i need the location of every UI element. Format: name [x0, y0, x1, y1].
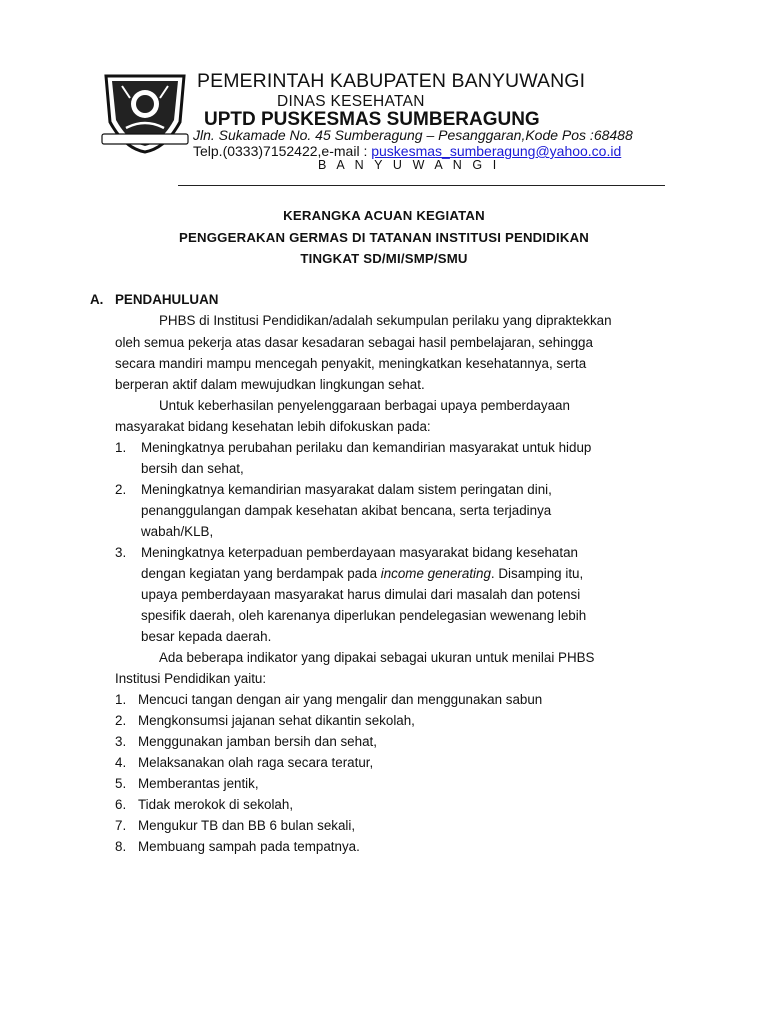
list-item: Membuang sampah pada tempatnya. [138, 839, 360, 854]
list1-item1-line1: Meningkatnya perubahan perilaku dan kemandirian masyarakat untuk hidup [141, 440, 592, 455]
list1-item2-line2: penanggulangan dampak kesehatan akibat bencana, serta terjadinya [141, 503, 552, 518]
para1-line-4: berperan aktif dalam mewujudkan lingkungan sehat. [115, 377, 425, 392]
list1-item1-line2: bersih dan sehat, [141, 461, 244, 476]
document-title: KERANGKA ACUAN KEGIATAN [283, 208, 485, 223]
list1-num-2: 2. [115, 482, 127, 497]
list2-num-6: 6. [115, 797, 127, 812]
list1-item3-line5: besar kepada daerah. [141, 629, 272, 644]
list1-item2-line3: wabah/KLB, [141, 524, 214, 539]
list-item: Tidak merokok di sekolah, [138, 797, 294, 812]
regency-seal-logo [96, 70, 194, 154]
para2-line-1: Untuk keberhasilan penyelenggaraan berbagai upaya pemberdayaan [159, 398, 570, 413]
section-letter: A. [90, 292, 104, 307]
list1-item3-line1: Meningkatnya keterpaduan pemberdayaan masyarakat bidang kesehatan [141, 545, 578, 560]
list2-num-1: 1. [115, 692, 127, 707]
list2-num-7: 7. [115, 818, 127, 833]
department-name: DINAS KESEHATAN [277, 93, 425, 110]
office-address: Jln. Sukamade No. 45 Sumberagung – Pesanggaran,Kode Pos :68488 [193, 127, 633, 143]
list1-item3-line2-post: . Disamping itu, [490, 566, 584, 581]
list-item: Melaksanakan olah raga secara teratur, [138, 755, 374, 770]
government-name: PEMERINTAH KABUPATEN BANYUWANGI [197, 70, 586, 92]
list1-item3-line4: spesifik daerah, oleh karenanya diperlukan pendelegasian wewenang lebih [141, 608, 587, 623]
list-item: Memberantas jentik, [138, 776, 259, 791]
list1-item3-line2-pre: dengan kegiatan yang berdampak pada [141, 566, 381, 581]
para2-line-2: masyarakat bidang kesehatan lebih difokuskan pada: [115, 419, 431, 434]
list-item: Mengkonsumsi jajanan sehat dikantin sekolah, [138, 713, 415, 728]
list-item: Mengukur TB dan BB 6 bulan sekali, [138, 818, 356, 833]
income-generating-term: income generating [380, 566, 491, 581]
list1-item3-line2 [141, 566, 583, 582]
phone-text: Telp.(0333)7152422,e-mail : [193, 143, 372, 159]
document-subtitle-level: TINGKAT SD/MI/SMP/SMU [300, 251, 468, 266]
document-subtitle: PENGGERAKAN GERMAS DI TATANAN INSTITUSI PENDIDIKAN [178, 230, 590, 245]
para1-line-1: PHBS di Institusi Pendidikan/adalah sekumpulan perilaku yang dipraktekkan [159, 313, 612, 328]
para3-line-2: Institusi Pendidikan yaitu: [115, 671, 267, 686]
letterhead-divider [178, 185, 665, 186]
email-link[interactable]: puskesmas_sumberagung@yahoo.co.id [371, 143, 622, 159]
contact-line [193, 143, 621, 159]
list2-num-3: 3. [115, 734, 127, 749]
para1-line-3: secara mandiri mampu mencegah penyakit, meningkatkan kesehatannya, serta [115, 356, 587, 371]
list1-num-3: 3. [115, 545, 127, 560]
para3-line-1: Ada beberapa indikator yang dipakai sebagai ukuran untuk menilai PHBS [159, 650, 595, 665]
list2-num-4: 4. [115, 755, 127, 770]
list-item: Mencuci tangan dengan air yang mengalir dan menggunakan sabun [138, 692, 543, 707]
unit-name: UPTD PUSKESMAS SUMBERAGUNG [204, 109, 540, 130]
list1-item3-line3: upaya pemberdayaan masyarakat harus dimulai dari masalah dan potensi [141, 587, 581, 602]
list1-item2-line1: Meningkatnya kemandirian masyarakat dalam sistem peringatan dini, [141, 482, 552, 497]
list2-num-8: 8. [115, 839, 127, 854]
list-item: Menggunakan jamban bersih dan sehat, [138, 734, 377, 749]
list1-num-1: 1. [115, 440, 127, 455]
para1-line-2: oleh semua pekerja atas dasar kesadaran sebagai hasil pembelajaran, sehingga [115, 335, 593, 350]
section-heading: PENDAHULUAN [115, 292, 219, 307]
list2-num-5: 5. [115, 776, 127, 791]
list2-num-2: 2. [115, 713, 127, 728]
city-name: B A N Y U W A N G I [318, 158, 500, 172]
